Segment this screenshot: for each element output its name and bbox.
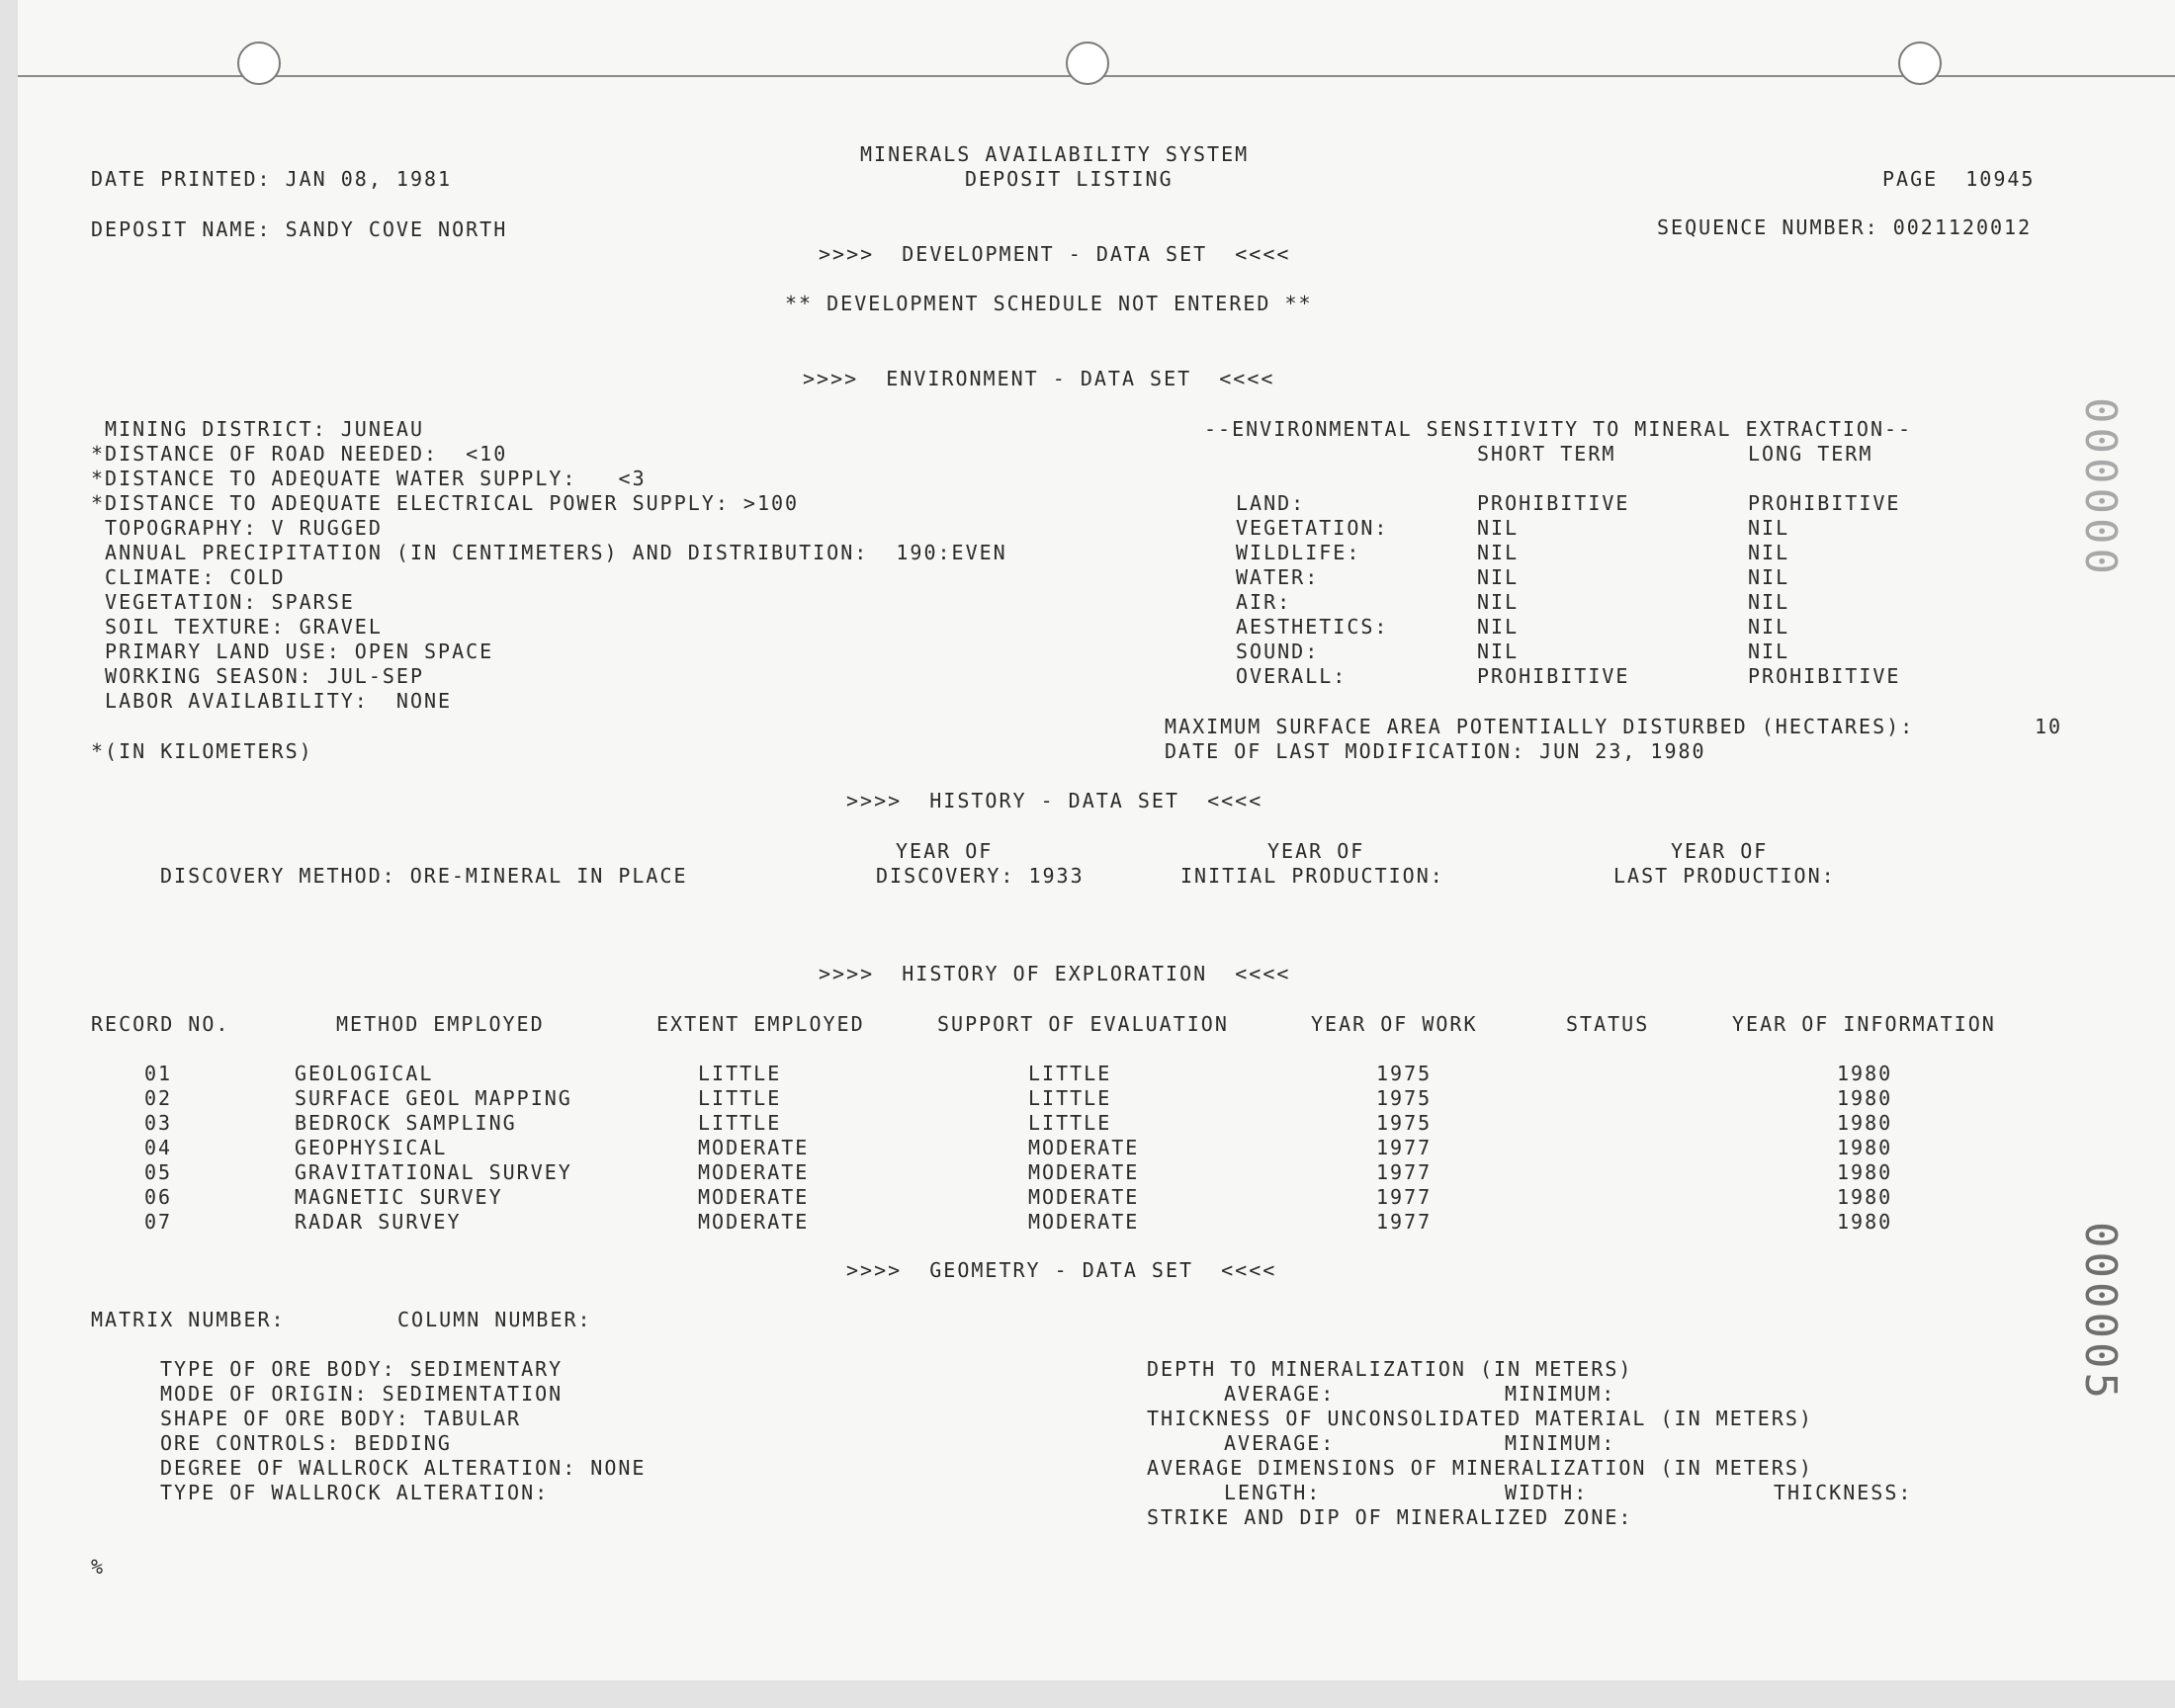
support-of-evaluation: LITTLE bbox=[1028, 1086, 1112, 1110]
strike-dip: STRIKE AND DIP OF MINERALIZED ZONE: bbox=[1147, 1505, 1633, 1529]
environment-line: *DISTANCE OF ROAD NEEDED: <10 bbox=[91, 442, 508, 466]
method-employed: SURFACE GEOL MAPPING bbox=[295, 1086, 572, 1110]
year-of-information: 1980 bbox=[1837, 1185, 1893, 1209]
binder-hole-center bbox=[1066, 42, 1109, 85]
extent-employed: MODERATE bbox=[698, 1136, 810, 1159]
extent-employed: MODERATE bbox=[698, 1160, 810, 1184]
year-of-work: 1975 bbox=[1376, 1111, 1433, 1135]
depth-average: AVERAGE: bbox=[1224, 1382, 1336, 1406]
environment-line: WORKING SEASON: JUL-SEP bbox=[91, 664, 424, 688]
geometry-line: TYPE OF WALLROCK ALTERATION: bbox=[160, 1481, 550, 1504]
sensitivity-long: NIL bbox=[1748, 565, 1790, 589]
sensitivity-title: --ENVIRONMENTAL SENSITIVITY TO MINERAL EXTRACTION-- bbox=[1204, 417, 1913, 441]
year-of-information: 1980 bbox=[1837, 1136, 1893, 1159]
page-stamp-lower: 000005 bbox=[2075, 1222, 2126, 1403]
initial-production: INITIAL PRODUCTION: bbox=[1180, 864, 1444, 888]
geometry-line: ORE CONTROLS: BEDDING bbox=[160, 1431, 452, 1455]
year-of-work: 1975 bbox=[1376, 1062, 1433, 1085]
sensitivity-factor: LAND: bbox=[1236, 491, 1306, 515]
extent-employed: LITTLE bbox=[698, 1086, 782, 1110]
record-number: 01 bbox=[144, 1062, 173, 1085]
record-number: 05 bbox=[144, 1160, 173, 1184]
record-number: 06 bbox=[144, 1185, 173, 1209]
sensitivity-short: NIL bbox=[1477, 640, 1520, 663]
sensitivity-short: NIL bbox=[1477, 565, 1520, 589]
record-number: 07 bbox=[144, 1210, 173, 1234]
extent-employed: LITTLE bbox=[698, 1062, 782, 1085]
year-of-label: YEAR OF bbox=[896, 839, 994, 863]
listing-title: DEPOSIT LISTING bbox=[965, 167, 1174, 191]
year-of-work: 1977 bbox=[1376, 1185, 1433, 1209]
sensitivity-factor: OVERALL: bbox=[1236, 664, 1348, 688]
sensitivity-long: NIL bbox=[1748, 541, 1790, 564]
extent-employed: MODERATE bbox=[698, 1210, 810, 1234]
support-of-evaluation: MODERATE bbox=[1028, 1160, 1140, 1184]
sensitivity-short: PROHIBITIVE bbox=[1477, 664, 1630, 688]
last-modification: DATE OF LAST MODIFICATION: JUN 23, 1980 bbox=[1165, 739, 1706, 763]
printout-page bbox=[18, 0, 2175, 1680]
dimensions-title: AVERAGE DIMENSIONS OF MINERALIZATION (IN METERS) bbox=[1147, 1456, 1813, 1480]
record-number: 04 bbox=[144, 1136, 173, 1159]
date-printed: DATE PRINTED: JAN 08, 1981 bbox=[91, 167, 453, 191]
year-of-information: 1980 bbox=[1837, 1210, 1893, 1234]
method-employed: GRAVITATIONAL SURVEY bbox=[295, 1160, 572, 1184]
sensitivity-factor: WATER: bbox=[1236, 565, 1320, 589]
matrix-number: MATRIX NUMBER: bbox=[91, 1308, 286, 1331]
max-surface-label: MAXIMUM SURFACE AREA POTENTIALLY DISTURBED (HECTARES): bbox=[1165, 715, 1915, 738]
sensitivity-long: NIL bbox=[1748, 615, 1790, 639]
environment-line: CLIMATE: COLD bbox=[91, 565, 286, 589]
geometry-line: TYPE OF ORE BODY: SEDIMENTARY bbox=[160, 1357, 564, 1381]
thickness-average: AVERAGE: bbox=[1224, 1431, 1336, 1455]
sensitivity-factor: SOUND: bbox=[1236, 640, 1320, 663]
method-employed: RADAR SURVEY bbox=[295, 1210, 462, 1234]
short-term-label: SHORT TERM bbox=[1477, 442, 1616, 466]
environment-line: TOPOGRAPHY: V RUGGED bbox=[91, 516, 383, 540]
last-production: LAST PRODUCTION: bbox=[1613, 864, 1836, 888]
development-heading: >>>> DEVELOPMENT - DATA SET <<<< bbox=[819, 242, 1291, 266]
column-header-status: STATUS bbox=[1566, 1012, 1650, 1036]
column-number: COLUMN NUMBER: bbox=[397, 1308, 592, 1331]
method-employed: GEOPHYSICAL bbox=[295, 1136, 448, 1159]
discovery-year: DISCOVERY: 1933 bbox=[876, 864, 1085, 888]
extent-employed: MODERATE bbox=[698, 1185, 810, 1209]
environment-line: VEGETATION: SPARSE bbox=[91, 590, 355, 614]
width-label: WIDTH: bbox=[1505, 1481, 1589, 1504]
sensitivity-short: NIL bbox=[1477, 516, 1520, 540]
environment-line: *DISTANCE TO ADEQUATE WATER SUPPLY: <3 bbox=[91, 467, 647, 490]
support-of-evaluation: MODERATE bbox=[1028, 1185, 1140, 1209]
development-note: ** DEVELOPMENT SCHEDULE NOT ENTERED ** bbox=[785, 292, 1313, 315]
sensitivity-factor: WILDLIFE: bbox=[1236, 541, 1361, 564]
year-of-label: YEAR OF bbox=[1267, 839, 1365, 863]
footer-mark: % bbox=[91, 1555, 106, 1579]
year-of-label: YEAR OF bbox=[1671, 839, 1769, 863]
year-of-information: 1980 bbox=[1837, 1062, 1893, 1085]
discovery-method: DISCOVERY METHOD: ORE-MINERAL IN PLACE bbox=[160, 864, 688, 888]
sensitivity-short: NIL bbox=[1477, 615, 1520, 639]
long-term-label: LONG TERM bbox=[1748, 442, 1873, 466]
record-number: 03 bbox=[144, 1111, 173, 1135]
geometry-heading: >>>> GEOMETRY - DATA SET <<<< bbox=[846, 1258, 1277, 1282]
record-number: 02 bbox=[144, 1086, 173, 1110]
environment-line: ANNUAL PRECIPITATION (IN CENTIMETERS) AND DISTRIBUTION: 190:EVEN bbox=[91, 541, 1007, 564]
thickness-title: THICKNESS OF UNCONSOLIDATED MATERIAL (IN METERS) bbox=[1147, 1407, 1813, 1430]
environment-line: *DISTANCE TO ADEQUATE ELECTRICAL POWER SUPPLY: >100 bbox=[91, 491, 800, 515]
environment-line: PRIMARY LAND USE: OPEN SPACE bbox=[91, 640, 494, 663]
geometry-line: DEGREE OF WALLROCK ALTERATION: NONE bbox=[160, 1456, 647, 1480]
year-of-information: 1980 bbox=[1837, 1086, 1893, 1110]
method-employed: BEDROCK SAMPLING bbox=[295, 1111, 517, 1135]
year-of-work: 1977 bbox=[1376, 1160, 1433, 1184]
year-of-work: 1975 bbox=[1376, 1086, 1433, 1110]
length-label: LENGTH: bbox=[1224, 1481, 1322, 1504]
sensitivity-short: NIL bbox=[1477, 590, 1520, 614]
column-header-method: METHOD EMPLOYED bbox=[336, 1012, 545, 1036]
sensitivity-long: NIL bbox=[1748, 590, 1790, 614]
environment-line: MINING DISTRICT: JUNEAU bbox=[91, 417, 424, 441]
sensitivity-factor: AESTHETICS: bbox=[1236, 615, 1389, 639]
method-employed: MAGNETIC SURVEY bbox=[295, 1185, 503, 1209]
support-of-evaluation: LITTLE bbox=[1028, 1111, 1112, 1135]
year-of-work: 1977 bbox=[1376, 1136, 1433, 1159]
year-of-information: 1980 bbox=[1837, 1111, 1893, 1135]
column-header-year-of-information: YEAR OF INFORMATION bbox=[1732, 1012, 1996, 1036]
environment-heading: >>>> ENVIRONMENT - DATA SET <<<< bbox=[803, 367, 1275, 390]
binder-hole-left bbox=[237, 42, 281, 85]
sequence-number: SEQUENCE NUMBER: 0021120012 bbox=[1657, 215, 2033, 239]
year-of-information: 1980 bbox=[1837, 1160, 1893, 1184]
sensitivity-long: NIL bbox=[1748, 516, 1790, 540]
method-employed: GEOLOGICAL bbox=[295, 1062, 434, 1085]
kilometers-note: *(IN KILOMETERS) bbox=[91, 739, 313, 763]
history-heading: >>>> HISTORY - DATA SET <<<< bbox=[846, 789, 1263, 812]
thickness-minimum: MINIMUM: bbox=[1505, 1431, 1616, 1455]
max-surface-value: 10 bbox=[2035, 715, 2063, 738]
column-header-support: SUPPORT OF EVALUATION bbox=[937, 1012, 1229, 1036]
geometry-line: SHAPE OF ORE BODY: TABULAR bbox=[160, 1407, 522, 1430]
column-header-extent: EXTENT EMPLOYED bbox=[656, 1012, 865, 1036]
exploration-heading: >>>> HISTORY OF EXPLORATION <<<< bbox=[819, 962, 1291, 985]
environment-line: SOIL TEXTURE: GRAVEL bbox=[91, 615, 383, 639]
year-of-work: 1977 bbox=[1376, 1210, 1433, 1234]
column-header-record: RECORD NO. bbox=[91, 1012, 230, 1036]
sensitivity-factor: AIR: bbox=[1236, 590, 1292, 614]
support-of-evaluation: MODERATE bbox=[1028, 1136, 1140, 1159]
sensitivity-short: NIL bbox=[1477, 541, 1520, 564]
support-of-evaluation: LITTLE bbox=[1028, 1062, 1112, 1085]
page-stamp-upper: 000000 bbox=[2075, 397, 2126, 578]
sensitivity-short: PROHIBITIVE bbox=[1477, 491, 1630, 515]
sensitivity-long: PROHIBITIVE bbox=[1748, 491, 1901, 515]
environment-line: LABOR AVAILABILITY: NONE bbox=[91, 689, 453, 713]
support-of-evaluation: MODERATE bbox=[1028, 1210, 1140, 1234]
deposit-name: DEPOSIT NAME: SANDY COVE NORTH bbox=[91, 217, 508, 241]
column-header-year-of-work: YEAR OF WORK bbox=[1311, 1012, 1478, 1036]
extent-employed: LITTLE bbox=[698, 1111, 782, 1135]
binder-hole-right bbox=[1898, 42, 1942, 85]
depth-title: DEPTH TO MINERALIZATION (IN METERS) bbox=[1147, 1357, 1633, 1381]
sensitivity-long: PROHIBITIVE bbox=[1748, 664, 1901, 688]
page-number: PAGE 10945 bbox=[1882, 167, 2036, 191]
system-title: MINERALS AVAILABILITY SYSTEM bbox=[860, 142, 1250, 166]
sensitivity-factor: VEGETATION: bbox=[1236, 516, 1389, 540]
sensitivity-long: NIL bbox=[1748, 640, 1790, 663]
geometry-line: MODE OF ORIGIN: SEDIMENTATION bbox=[160, 1382, 564, 1406]
depth-minimum: MINIMUM: bbox=[1505, 1382, 1616, 1406]
thickness-label: THICKNESS: bbox=[1774, 1481, 1913, 1504]
